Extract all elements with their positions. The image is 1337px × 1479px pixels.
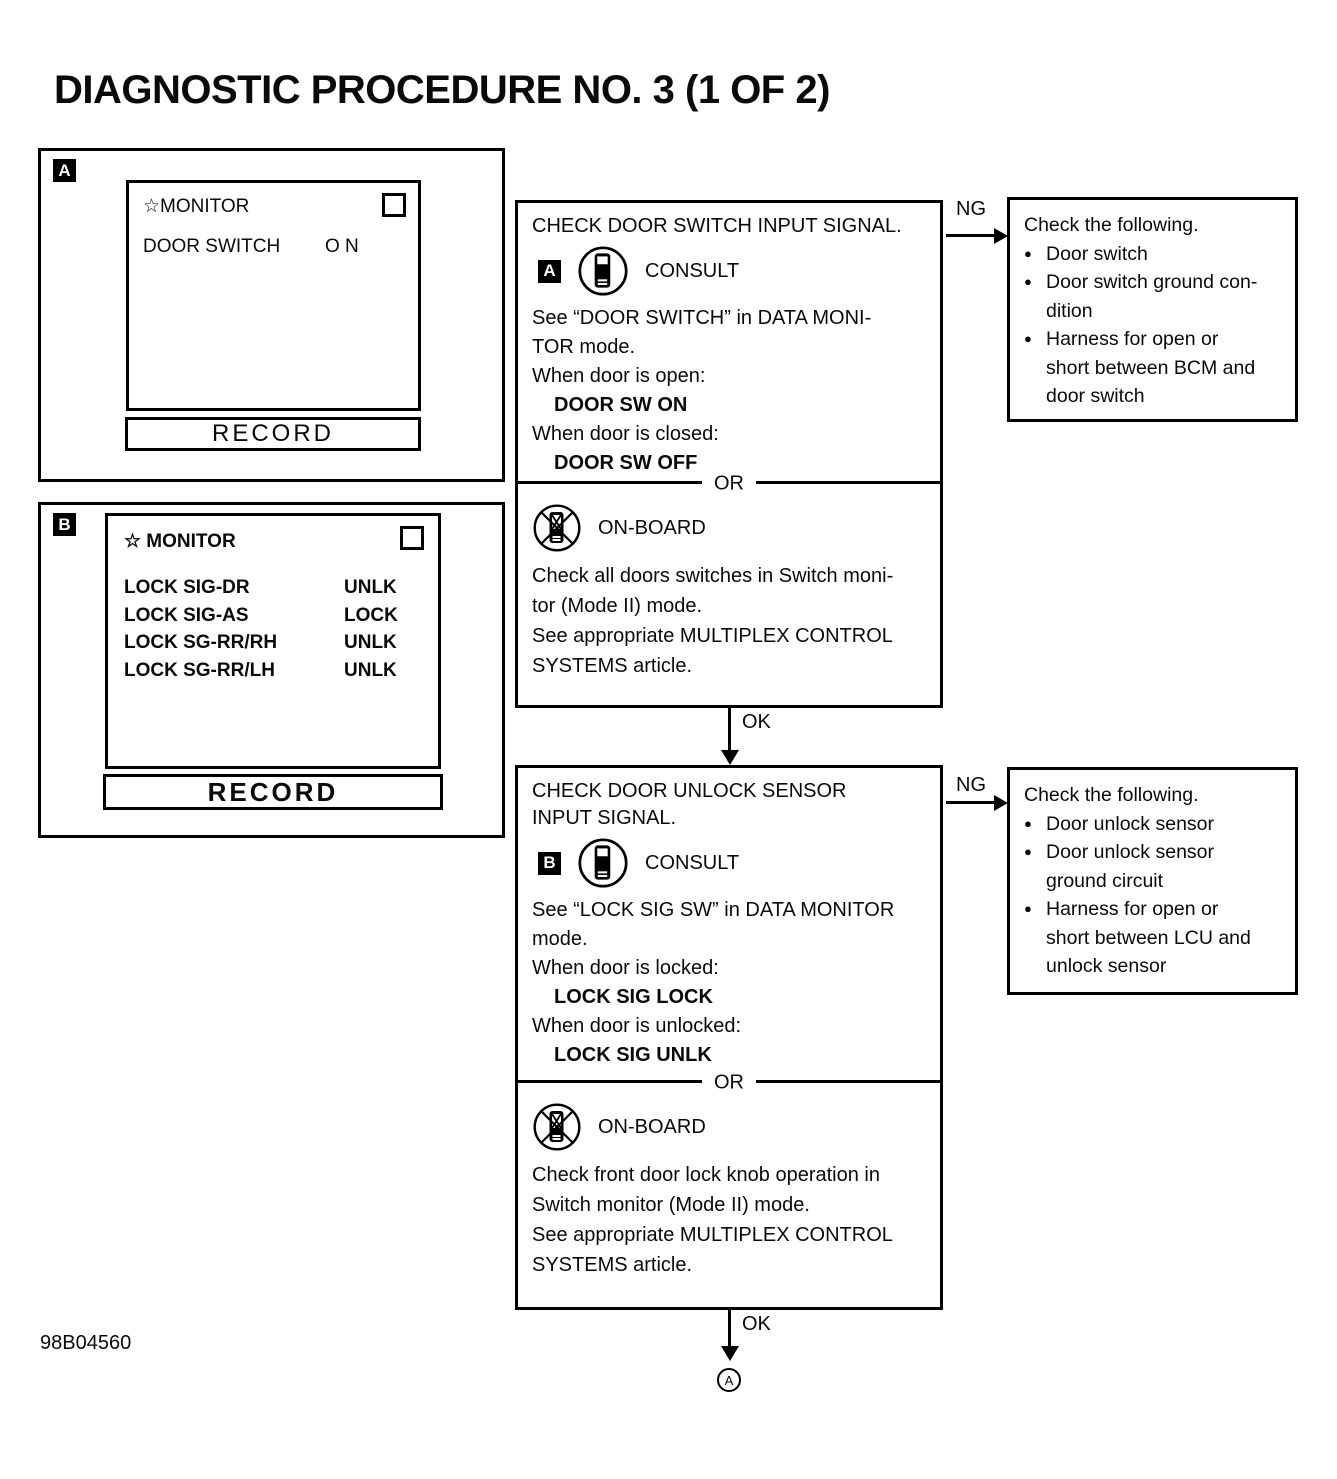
ng-bullet-item <box>1024 838 1283 895</box>
bullet-line: Door switch ground con- <box>1046 271 1258 293</box>
screen-corner-checkbox[interactable] <box>400 526 424 550</box>
bullet-line: Harness for open or <box>1046 898 1219 920</box>
ng-label: NG <box>956 774 986 796</box>
onboard-row <box>532 1098 926 1156</box>
instruction-line: Check all doors switches in Switch moni- <box>532 565 894 587</box>
title-line: INPUT SIGNAL. <box>532 807 677 829</box>
onboard-label: ON-BOARD <box>598 516 706 539</box>
instruction-line: Check front door lock knob operation in <box>532 1164 880 1186</box>
illustration-b-frame <box>38 502 505 838</box>
monitor-row <box>143 233 359 261</box>
expected-value: DOOR SW OFF <box>554 452 698 474</box>
instruction-line: TOR mode. <box>532 336 635 358</box>
onboard-icon <box>532 503 582 553</box>
screen-corner-checkbox[interactable] <box>382 193 406 217</box>
instruction-line: When door is closed: <box>532 423 719 445</box>
ref-badge-a: A <box>538 260 561 283</box>
expected-value: LOCK SIG UNLK <box>554 1044 712 1066</box>
continuation-terminal-a: A <box>717 1368 741 1392</box>
or-divider-label: OR <box>702 1072 756 1095</box>
ng-connector <box>946 234 996 237</box>
ng-connector <box>946 801 996 804</box>
instruction-line: See “LOCK SIG SW” in DATA MONITOR <box>532 899 895 921</box>
signal-value: LOCK <box>344 604 398 626</box>
monitor-header: ☆ MONITOR <box>124 531 236 552</box>
ng-intro: Check the following. <box>1024 214 1199 236</box>
ng-arrowhead-icon <box>994 228 1008 244</box>
step2-consult-section <box>518 768 940 1083</box>
instruction-line: Switch monitor (Mode II) mode. <box>532 1194 810 1216</box>
monitor-rows <box>124 574 398 684</box>
bullet-line: unlock sensor <box>1046 955 1167 977</box>
title-line: CHECK DOOR UNLOCK SENSOR <box>532 780 847 802</box>
record-button[interactable]: RECORD <box>103 774 443 810</box>
ok-arrowhead-icon <box>721 1346 739 1361</box>
signal-name: LOCK SIG-DR <box>124 577 250 598</box>
ng-bullet-item <box>1024 325 1283 411</box>
bullet-icon: ● <box>1024 901 1032 916</box>
ng-arrowhead-icon <box>994 795 1008 811</box>
signal-name: LOCK SG-RR/RH <box>124 632 278 653</box>
monitor-row <box>124 629 398 657</box>
bullet-line: Harness for open or <box>1046 328 1219 350</box>
bullet-line: dition <box>1046 299 1093 322</box>
ng-bullet-item <box>1024 268 1283 325</box>
ref-badge-b: B <box>53 513 76 536</box>
instruction-line: When door is open: <box>532 365 706 387</box>
bullet-line: Door switch <box>1046 242 1148 265</box>
bullet-icon: ● <box>1024 331 1032 346</box>
page-title: DIAGNOSTIC PROCEDURE NO. 3 (1 OF 2) <box>54 68 830 112</box>
instruction-line: See “DOOR SWITCH” in DATA MONI- <box>532 307 872 329</box>
ok-label: OK <box>742 711 771 733</box>
ok-connector <box>728 708 731 754</box>
step2-box <box>515 765 943 1310</box>
instruction-line: tor (Mode II) mode. <box>532 595 703 617</box>
bullet-line: short between LCU and <box>1046 926 1251 949</box>
bullet-line: Door unlock sensor <box>1046 841 1214 863</box>
consult-label: CONSULT <box>645 259 740 282</box>
onboard-row <box>532 499 926 557</box>
signal-name: DOOR SWITCH <box>143 236 281 257</box>
signal-name: LOCK SG-RR/LH <box>124 659 275 681</box>
monitor-row <box>124 602 398 630</box>
ref-badge-a: A <box>53 159 76 182</box>
step2-onboard-instructions <box>532 1160 926 1280</box>
monitor-header: ☆MONITOR <box>143 196 250 217</box>
signal-value: O N <box>325 236 359 257</box>
bullet-line: short between BCM and <box>1046 356 1256 379</box>
step1-onboard-instructions <box>532 561 926 681</box>
illustration-a-frame <box>38 148 505 482</box>
ng-bullet-item <box>1024 810 1283 839</box>
consult-label: CONSULT <box>645 851 740 874</box>
bullet-icon: ● <box>1024 844 1032 859</box>
step1-consult-section <box>518 203 940 484</box>
ok-arrowhead-icon <box>721 750 739 765</box>
signal-value: UNLK <box>344 632 397 653</box>
instruction-line: See appropriate MULTIPLEX CONTROL <box>532 1224 893 1246</box>
consult-screen-a <box>126 180 421 411</box>
bullet-icon: ● <box>1024 245 1032 261</box>
monitor-row <box>124 574 398 602</box>
expected-value: DOOR SW ON <box>554 394 688 416</box>
step1-onboard-section <box>518 487 940 705</box>
record-button[interactable]: RECORD <box>125 417 421 451</box>
bullet-line: door switch <box>1046 385 1145 407</box>
consult-icon <box>577 245 629 297</box>
instruction-line: See appropriate MULTIPLEX CONTROL <box>532 625 893 647</box>
step1-consult-instructions <box>532 304 926 478</box>
consult-row <box>538 242 926 300</box>
onboard-label: ON-BOARD <box>598 1115 706 1138</box>
ng-label: NG <box>956 198 986 220</box>
onboard-icon <box>532 1102 582 1152</box>
ng1-box <box>1007 197 1298 422</box>
step1-title: CHECK DOOR SWITCH INPUT SIGNAL. <box>532 215 902 237</box>
ng-bullet-item <box>1024 240 1283 269</box>
consult-icon <box>577 837 629 889</box>
instruction-line: SYSTEMS article. <box>532 1254 693 1276</box>
instruction-line: When door is unlocked: <box>532 1015 742 1037</box>
signal-value: UNLK <box>344 577 397 598</box>
step2-onboard-section <box>518 1086 940 1307</box>
ok-connector <box>728 1310 731 1350</box>
or-divider-label: OR <box>702 473 756 496</box>
bullet-line: ground circuit <box>1046 869 1164 892</box>
ok-label: OK <box>742 1313 771 1335</box>
ng-bullet-item <box>1024 895 1283 981</box>
step1-box <box>515 200 943 708</box>
ref-badge-b: B <box>538 852 561 875</box>
instruction-line: mode. <box>532 928 588 950</box>
step2-consult-instructions <box>532 896 926 1070</box>
step2-title <box>532 778 926 832</box>
figure-code: 98B04560 <box>40 1332 132 1354</box>
consult-row <box>538 834 926 892</box>
consult-screen-b <box>105 513 441 769</box>
signal-value: UNLK <box>344 659 397 681</box>
expected-value: LOCK SIG LOCK <box>554 986 713 1008</box>
bullet-icon: ● <box>1024 274 1032 289</box>
monitor-row <box>124 657 398 685</box>
signal-name: LOCK SIG-AS <box>124 604 249 626</box>
instruction-line: SYSTEMS article. <box>532 655 693 677</box>
ng2-box <box>1007 767 1298 995</box>
ng-intro: Check the following. <box>1024 784 1199 806</box>
instruction-line: When door is locked: <box>532 957 719 979</box>
bullet-line: Door unlock sensor <box>1046 812 1214 835</box>
bullet-icon: ● <box>1024 815 1032 831</box>
